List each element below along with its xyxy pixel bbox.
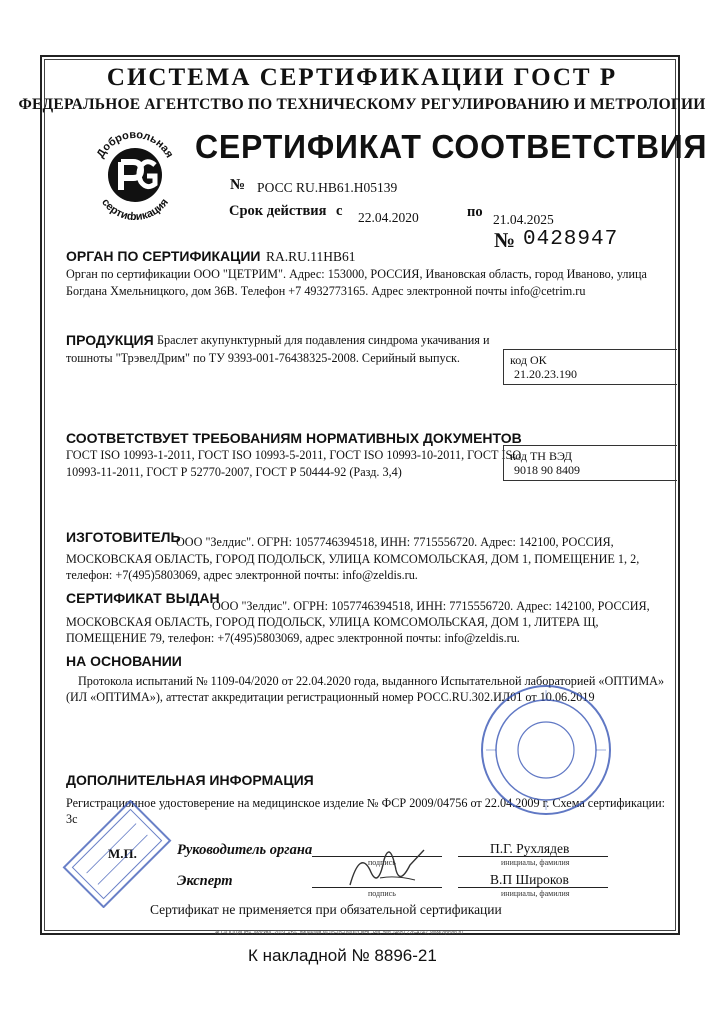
footer-note: Сертификат не применяется при обязательной сертификации: [150, 902, 502, 917]
certification-body-stamp-icon: [62, 800, 172, 908]
product-line1: Браслет акупунктурный для подавления синдрома укачивания и: [157, 333, 490, 347]
system-title: СИСТЕМА СЕРТИФИКАЦИИ ГОСТ Р: [106, 64, 618, 91]
invoice-note: К накладной № 8896-21: [248, 946, 437, 965]
conformity-line1: ГОСТ ISO 10993-1-2011, ГОСТ ISO 10993-5-2011, ГОСТ ISO 10993-10-2011, ГОСТ ISO: [66, 448, 522, 462]
validity-from-date: 22.04.2020: [358, 210, 419, 225]
svg-text:сертификация: сертификация: [99, 196, 171, 220]
certification-body-line1: Орган по сертификации ООО "ЦЕТРИМ". Адрес: 153000, РОССИЯ, Ивановская область, город Иваново, улица: [66, 267, 647, 281]
head-name-line: [458, 856, 608, 857]
seal-label: М.П.: [108, 846, 137, 861]
blank-number: 0428947: [523, 228, 619, 251]
certification-body-code: RA.RU.11НВ61: [266, 249, 356, 264]
manufacturer-line3: телефон: +7(495)5803069, адрес электронной почты: info@zeldis.ru.: [66, 568, 418, 582]
tnved-code-label: код ТН ВЭД: [510, 449, 573, 463]
number-sign: №: [230, 177, 246, 193]
head-name: П.Г. Рухлядев: [490, 841, 570, 856]
manufacturer-line2: МОСКОВСКАЯ ОБЛАСТЬ, ГОРОД ПОДОЛЬСК, УЛИЦА КОМСОМОЛЬСКАЯ, ДОМ 1, ПОМЕЩЕНИЕ 1, 2,: [66, 552, 640, 566]
additional-info-line1: Регистрационное удостоверение на медицинское изделие № ФСР 2009/04756 от 22.04.2009 г. Схема сертификации:: [66, 796, 666, 810]
basis-line2: (ИЛ «ОПТИМА»), аттестат аккредитации регистрационный номер РОСС.RU.302.ИЛ01 от 10.06.2019: [66, 690, 595, 704]
okp-code-box: [503, 349, 677, 385]
expert-label: Эксперт: [177, 873, 233, 889]
head-name-caption: инициалы, фамилия: [501, 858, 570, 867]
expert-name-line: [458, 887, 608, 888]
gost-r-logo-icon: [85, 128, 185, 220]
tnved-code-value: 9018 90 8409: [514, 463, 580, 477]
svg-text:Добровольная: Добровольная: [94, 128, 176, 161]
company-stamp-icon: [478, 682, 614, 818]
certification-body-line2: Богдана Хмельницкого, дом 36В. Телефон +7 4932773165. Адрес электронной почты info@cetrim.ru: [66, 284, 586, 298]
validity-label: Срок действия: [229, 203, 327, 219]
certificate-title: СЕРТИФИКАТ СООТВЕТСТВИЯ: [195, 128, 708, 165]
certificate-number: РОСС RU.НВ61.Н05139: [257, 180, 398, 195]
conformity-heading: СООТВЕТСТВУЕТ ТРЕБОВАНИЯМ НОРМАТИВНЫХ ДОКУМЕНТОВ: [66, 430, 522, 446]
product-heading: ПРОДУКЦИЯ: [66, 332, 154, 348]
additional-info-line2: 3с: [66, 812, 78, 826]
manufacturer-heading: ИЗГОТОВИТЕЛЬ: [66, 529, 181, 545]
additional-info-heading: ДОПОЛНИТЕЛЬНАЯ ИНФОРМАЦИЯ: [66, 772, 314, 788]
basis-line1: Протокола испытаний № 1109-04/2020 от 22.04.2020 года, выданного Испытательной лабораторией «ОПТИМА»: [78, 674, 665, 688]
validity-from-label: с: [336, 203, 343, 219]
agency-title: ФЕДЕРАЛЬНОЕ АГЕНТСТВО ПО ТЕХНИЧЕСКОМУ РЕГУЛИРОВАНИЮ И МЕТРОЛОГИИ: [18, 96, 706, 113]
issued-to-heading: СЕРТИФИКАТ ВЫДАН: [66, 590, 220, 606]
conformity-text: [66, 447, 522, 481]
blank-number-sign: №: [494, 228, 516, 252]
expert-signature-caption: подпись: [368, 889, 396, 898]
tnved-code-box: [503, 445, 677, 481]
product-line2: тошноты "ТрэвелДрим" по ТУ 9393-001-76438325-2008. Серийный выпуск.: [66, 351, 460, 365]
basis-heading: НА ОСНОВАНИИ: [66, 653, 182, 669]
certification-body-text: [66, 266, 666, 300]
head-label: Руководитель органа: [177, 842, 313, 858]
okp-code-value: 21.20.23.190: [514, 367, 577, 381]
validity-to-date: 21.04.2025: [493, 212, 554, 227]
printer-line: АО «ОПЦИОН», Москва, 2019, «Б», лицензия № 05-05-09/003 ФНС РФ, тел. (495) 726-4742, www.opcion.ru: [215, 930, 463, 936]
issued-to-line3: ПОМЕЩЕНИЕ 79, телефон: +7(495)5803069, адрес электронной почты: info@zeldis.ru.: [66, 631, 520, 645]
expert-name-caption: инициалы, фамилия: [501, 889, 570, 898]
certification-body-heading: ОРГАН ПО СЕРТИФИКАЦИИ: [66, 248, 261, 264]
gost-r-logo: [85, 128, 185, 220]
expert-name: В.П Широков: [490, 872, 569, 887]
head-signature-caption: подпись: [368, 858, 396, 867]
conformity-line2: 10993-11-2011, ГОСТ Р 52770-2007, ГОСТ Р 50444-92 (Разд. 3,4): [66, 465, 402, 479]
issued-to-line1: ООО "Зелдис". ОГРН: 1057746394518, ИНН: 7715556720. Адрес: 142100, РОССИЯ,: [212, 599, 650, 613]
okp-code-label: код ОК: [510, 353, 547, 367]
manufacturer-line1: ООО "Зелдис". ОГРН: 1057746394518, ИНН: 7715556720. Адрес: 142100, РОССИЯ,: [176, 535, 614, 549]
validity-to-label: по: [467, 204, 483, 220]
expert-signature: [340, 830, 430, 900]
issued-to-line2: МОСКОВСКАЯ ОБЛАСТЬ, ГОРОД ПОДОЛЬСК, УЛИЦА КОМСОМОЛЬСКАЯ, ДОМ 1, ЛИТЕРА Щ,: [66, 615, 599, 629]
